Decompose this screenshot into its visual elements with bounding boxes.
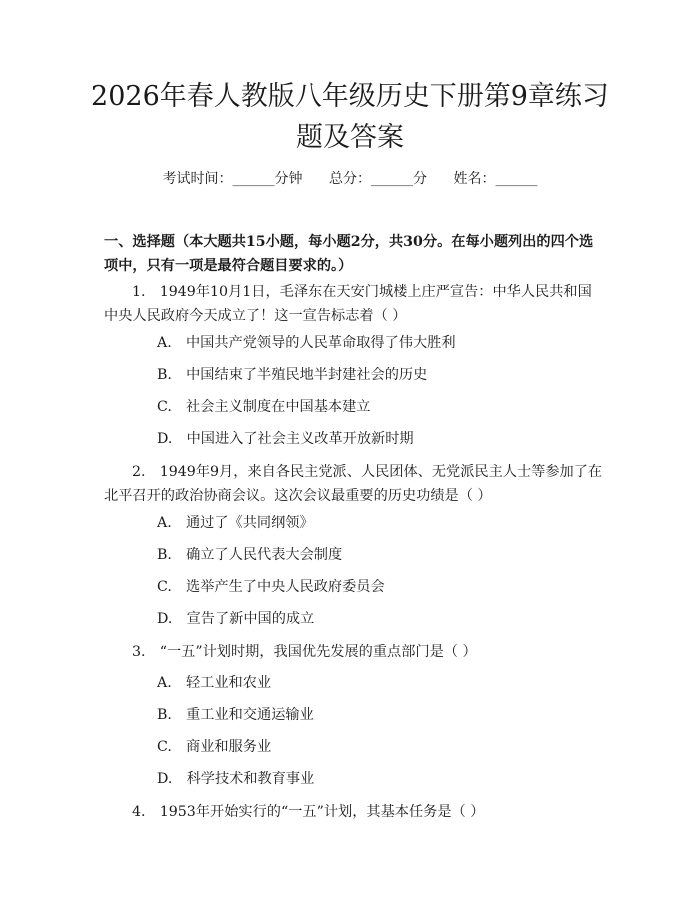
question-3: 3. “一五”计划时期，我国优先发展的重点部门是（ ） [132,644,477,660]
exam-time: 考试时间：______分钟 [162,171,303,187]
question-3-option-b: B. 重工业和交通运输业 [157,707,314,723]
question-2-option-b: B. 确立了人民代表大会制度 [157,547,343,563]
question-1-option-c: C. 社会主义制度在中国基本建立 [157,399,371,415]
exam-score: 总分：______分 [329,171,427,187]
question-3-option-d: D. 科学技术和教育事业 [157,771,315,787]
exam-name: 姓名：______ [453,171,538,187]
section-heading: 一、选择题（本大题共15小题，每小题2分，共30分。在每小题列出的四个选项中，只有一项是最符合题目要求的。） [104,234,594,274]
question-1-option-d: D. 中国进入了社会主义改革开放新时期 [157,431,414,447]
question-3-option-a: A. 轻工业和农业 [157,675,272,691]
question-2-option-a: A. 通过了《共同纲领》 [157,515,314,531]
document-title: 2026年春人教版八年级历史下册第9章练习题及答案 [91,81,609,153]
question-2-option-c: C. 选举产生了中央人民政府委员会 [157,579,385,595]
question-1-option-a: A. 中国共产党领导的人民革命取得了伟大胜利 [157,335,456,351]
question-1: 1. 1949年10月1日，毛泽东在天安门城楼上庄严宣告：中华人民共和国中央人民政府今天成立了！这一宣告标志着（ ） [104,284,592,324]
question-1-option-b: B. 中国结束了半殖民地半封建社会的历史 [157,367,428,383]
question-4: 4. 1953年开始实行的“一五”计划，其基本任务是（ ） [132,804,485,820]
question-2-option-d: D. 宣告了新中国的成立 [157,611,315,627]
question-2: 2. 1949年9月，来自各民主党派、人民团体、无党派民主人士等参加了在北平召开的政治协商会议。这次会议最重要的历史功绩是（ ） [104,464,603,504]
question-3-option-c: C. 商业和服务业 [157,739,272,755]
exam-meta [0,169,700,189]
